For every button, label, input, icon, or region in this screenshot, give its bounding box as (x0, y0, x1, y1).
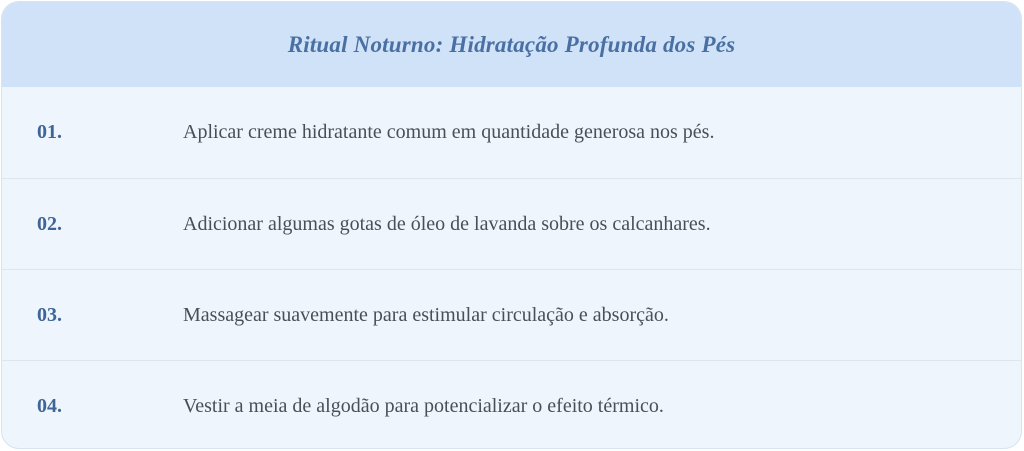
step-number: 04. (37, 394, 62, 417)
step-text: Vestir a meia de algodão para potencializar o efeito térmico. (183, 394, 664, 417)
step-number: 01. (37, 121, 62, 143)
step-row (2, 178, 1021, 269)
ritual-card (1, 1, 1022, 449)
step-text: Adicionar algumas gotas de óleo de lavanda sobre os calcanhares. (183, 212, 711, 235)
step-number: 02. (37, 212, 62, 235)
step-number: 03. (37, 303, 62, 326)
step-row (2, 87, 1021, 178)
step-text: Massagear suavemente para estimular circulação e absorção. (183, 303, 669, 326)
step-row (2, 360, 1021, 449)
card-title: Ritual Noturno: Hidratação Profunda dos Pés (287, 31, 736, 57)
step-row (2, 269, 1021, 360)
card-header (2, 2, 1021, 87)
step-text: Aplicar creme hidratante comum em quantidade generosa nos pés. (183, 121, 715, 143)
steps-list (2, 87, 1021, 449)
